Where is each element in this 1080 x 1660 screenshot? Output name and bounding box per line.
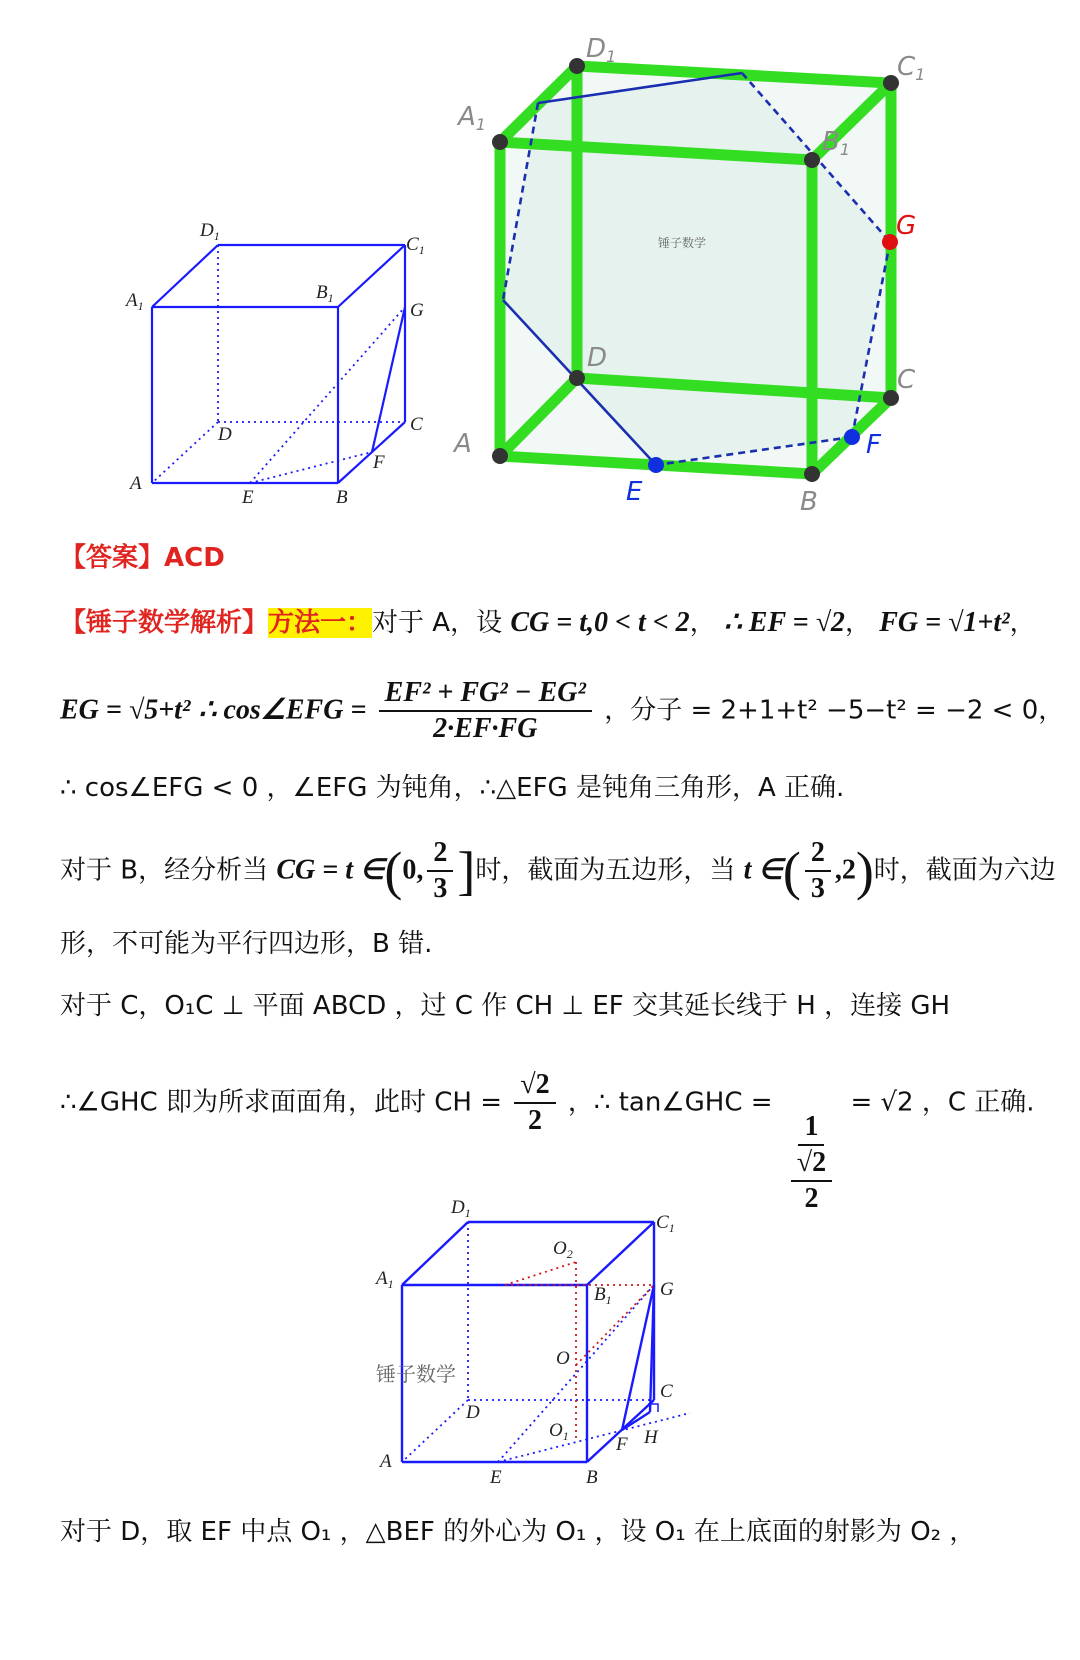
svg-text:C1: $C_1$ <box>406 234 425 257</box>
analysis-line-2: EG = √5+t² ∴ cos∠EFG = $\frac{\text{EF² + FG² − EG²}}{2\cdot EF\cdot FG}$ ，分子 = 2+1+t² −5−t² = −2 < 0， <box>60 677 1065 744</box>
svg-text:A: A <box>380 1451 392 1472</box>
svg-text:A1: A1 <box>458 102 486 134</box>
svg-text:B1: B1 <box>822 127 851 159</box>
svg-text:O1: $O_1$ <box>549 1420 569 1443</box>
svg-text:D1: D1 <box>586 34 617 66</box>
svg-text:D: D <box>218 424 232 445</box>
svg-text:G: G <box>660 1279 674 1300</box>
analysis-line-3: ∴ cos∠EFG < 0 ，∠EFG 为钝角，∴△EFG 是钝角三角形，A 正确. <box>60 773 845 803</box>
svg-text:B1: $B_1$ <box>594 1284 612 1307</box>
analysis-line-4: 对于 B，经分析当 CG = t ∈(0, $\frac{2}{3}$ ]时，截面为五边形，当 t ∈( $\frac{2}{3}$ ,2)时，截面为六边 <box>60 837 1056 904</box>
svg-text:B: B <box>800 487 818 517</box>
analysis-line-5: 形，不可能为平行四边形，B 错. <box>60 929 433 959</box>
svg-text:G: G <box>896 211 917 241</box>
right-cube-3d-figure <box>450 30 930 520</box>
svg-text:C: C <box>660 1381 673 1402</box>
svg-text:C: C <box>897 365 916 395</box>
svg-text:F: F <box>616 1434 628 1455</box>
svg-text:C1: C1 <box>897 52 926 84</box>
svg-text:D1: $D_1$ <box>451 1197 471 1220</box>
svg-text:F: F <box>866 430 881 460</box>
svg-text:O: O <box>556 1348 570 1369</box>
svg-text:C: C <box>410 414 423 435</box>
svg-text:B: B <box>586 1467 598 1488</box>
svg-text:锤子数学: 锤子数学 <box>376 1362 456 1386</box>
svg-text:A1: $A_1$ <box>376 1268 394 1291</box>
svg-text:H: H <box>644 1427 658 1448</box>
analysis-line-8: 对于 D，取 EF 中点 O₁ ，△BEF 的外心为 O₁ ，设 O₁ 在上底面的射影为 O₂ ， <box>60 1517 976 1547</box>
analysis-line-6: 对于 C，O₁C ⊥ 平面 ABCD ，过 C 作 CH ⊥ EF 交其延长线于 H ，连接 GH <box>60 991 951 1021</box>
svg-text:O2: $O_2$ <box>553 1238 573 1261</box>
cos-fraction: $\frac{\text{EF² + FG² − EG²}}{2\cdot EF\cdot FG}$ <box>379 676 592 746</box>
svg-text:E: E <box>242 487 254 508</box>
svg-text:E: E <box>626 477 643 507</box>
svg-text:B1: $B_1$ <box>316 282 334 305</box>
svg-text:D: D <box>466 1402 480 1423</box>
left-cube-figure <box>120 210 450 520</box>
bottom-cube-figure <box>360 1190 700 1490</box>
answer-line: 【答案】ACD <box>60 543 225 573</box>
svg-text:C1: $C_1$ <box>656 1212 675 1235</box>
svg-text:A: A <box>454 429 472 459</box>
svg-text:D: D <box>587 343 608 373</box>
svg-text:A1: $A_1$ <box>126 290 144 313</box>
svg-text:D1: $D_1$ <box>200 220 220 243</box>
svg-text:E: E <box>490 1467 502 1488</box>
svg-text:B: B <box>336 487 348 508</box>
svg-text:A: A <box>130 473 142 494</box>
analysis-line-1: 【锤子数学解析】方法一：对于 A，设 CG = t,0 < t < 2， ∴ EF = √2， FG = √1+t²， <box>60 607 1036 638</box>
analysis-line-7: ∴∠GHC 即为所求面面角，此时 CH = $\frac{√2}{2}$ ，∴ tan∠GHC = $\frac{1}{\frac{√2}{2}}$ = √2 ，C 正确. <box>60 1069 1035 1214</box>
svg-text:G: G <box>410 300 424 321</box>
svg-text:锤子数学: 锤子数学 <box>658 236 707 250</box>
svg-text:F: F <box>373 452 385 473</box>
